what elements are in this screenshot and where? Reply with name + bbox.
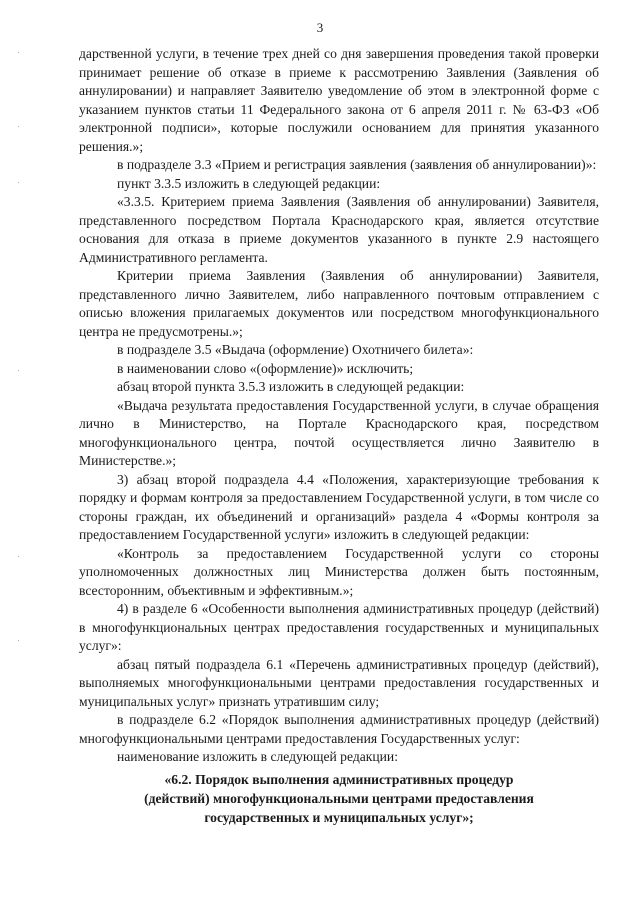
paragraph: абзац второй пункта 3.5.3 изложить в следующей редакции: [117,379,465,394]
paragraph: в подразделе 3.3 «Прием и регистрация заявления (заявления об аннулировании)»: [117,157,597,172]
paragraph: «Контроль за предоставлением Государственной услуги со стороны уполномоченных должностных лиц Министерства должен быть постоянным, всесторонним, объективным и эффективным.»; [79,545,599,598]
heading-line: (действий) многофункциональными центрами предоставления [144,790,534,806]
paragraph: наименование изложить в следующей редакции: [117,749,398,764]
heading-line: «6.2. Порядок выполнения административных процедур [164,771,514,787]
heading-line: государственных и муниципальных услуг»; [204,809,474,825]
margin-mark [18,556,19,557]
paragraph: в подразделе 6.2 «Порядок выполнения административных процедур (действий) многофункциональными центрами предоставления Государственных услуг: [79,712,599,746]
paragraph: пункт 3.3.5 изложить в следующей редакции: [117,175,381,191]
margin-mark [18,640,19,641]
margin-mark [18,182,19,183]
paragraph: в подразделе 3.5 «Выдача (оформление) Охотничего билета»: [117,342,474,357]
margin-mark [18,52,19,53]
document-body [79,45,599,827]
paragraph: 4) в разделе 6 «Особенности выполнения административных процедур (действий) в многофункциональных центрах предоставления государственных и муниципальных услуг»: [79,601,599,653]
margin-mark [18,126,19,127]
paragraph: Критерии приема Заявления (Заявления об аннулировании) Заявителя, представленного лично Заявителем, либо направленного почтовым отправлением с описью вложения прилагаемых документов или посредством многофункционального центра не предусмотрены.»; [79,268,599,339]
paragraph: 3) абзац второй подраздела 4.4 «Положения, характеризующие требования к порядку и формам контроля за предоставлением Государственной услуги, в том числе со стороны граждан, их объединений и организаций» раздела 4 «Формы контроля за предоставлением Государственной услуги» изложить в следующей редакции: [79,471,599,542]
paragraph: абзац пятый подраздела 6.1 «Перечень административных процедур (действий), выполняемых многофункциональными центрами предоставления государственных и муниципальных услуг» признать утратившим силу; [79,656,599,709]
margin-mark [18,370,19,371]
paragraph: в наименовании слово «(оформление)» исключить; [117,360,414,376]
page-number: 3 [316,20,324,35]
paragraph: «Выдача результата предоставления Государственной услуги, в случае обращения лично в Министерство, на Портале Краснодарского края, посредством многофункционального центра, почтой осуществляется лично Заявителю в Министерстве.»; [79,397,599,468]
section-heading [79,770,599,827]
paragraph: дарственной услуги, в течение трех дней со дня завершения проведения такой проверки принимает решение об отказе в приеме к рассмотрению Заявления (Заявления об аннулировании) и направляет Заявителю уведомление об этом в электронной форме с указанием пунктов статьи 11 Федерального закона от 6 апреля 2011 г. № 63-ФЗ «Об электронной подписи», которые послужили основанием для принятия указанного решения.»; [79,46,599,154]
paragraph: «3.3.5. Критерием приема Заявления (Заявления об аннулировании) Заявителя, представленного посредством Портала Краснодарского края, является отсутствие основания для отказа в приеме документов указанного в пункте 2.9 настоящего Административного регламента. [79,194,599,265]
